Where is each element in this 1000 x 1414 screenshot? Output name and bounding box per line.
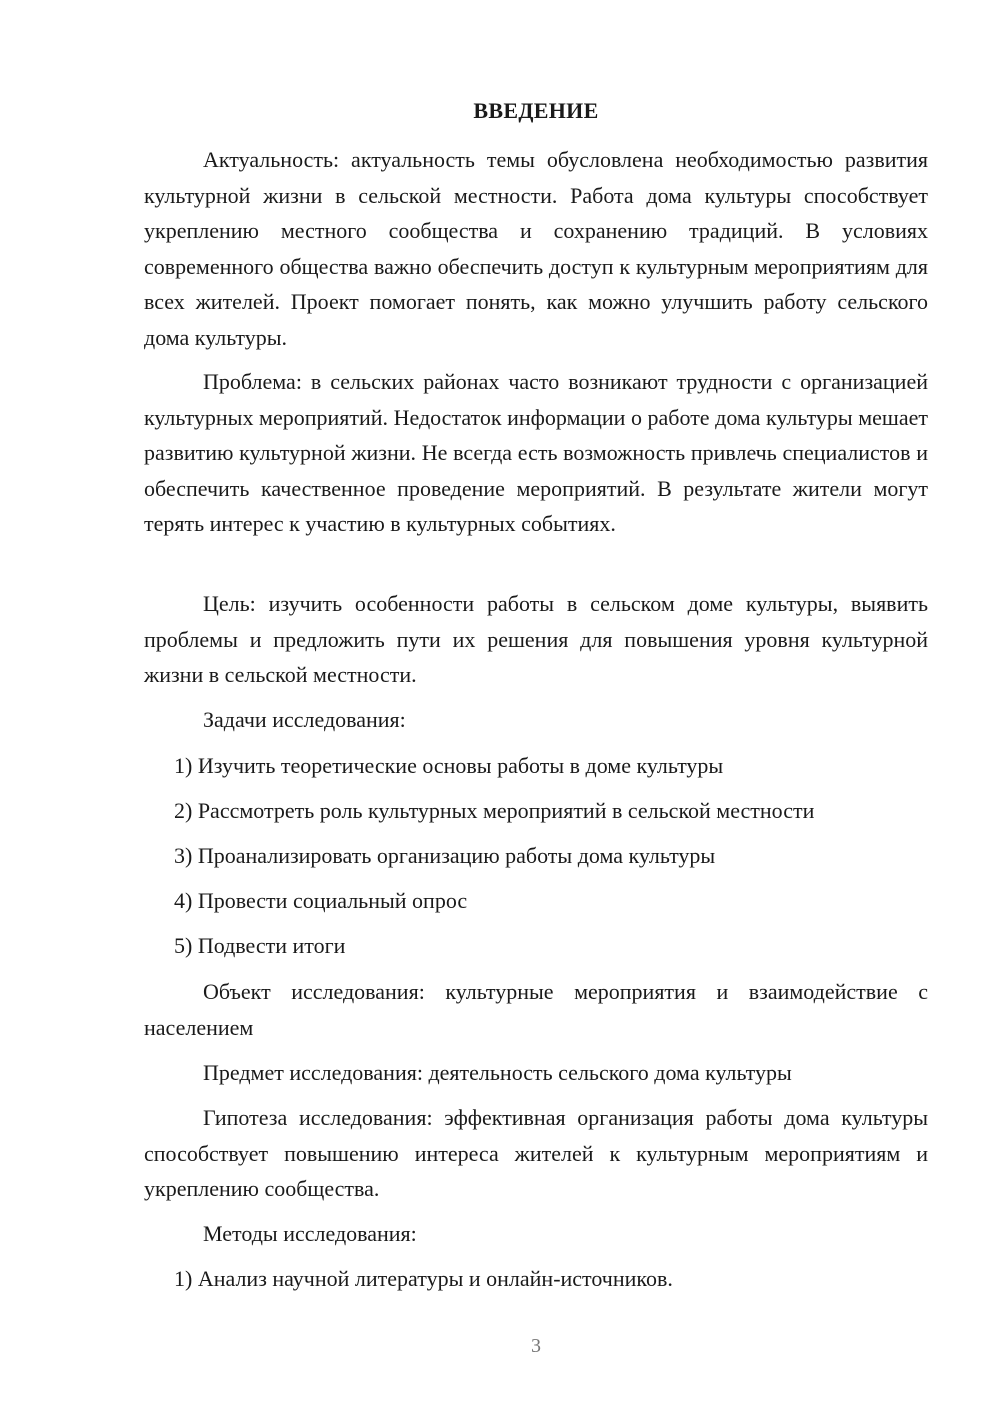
section-tasks — [144, 702, 928, 738]
section-subject — [144, 1055, 928, 1091]
relevance-paragraph: Актуальность: актуальность темы обусловлена необходимостью развития культурной жизни в сельской местности. Работа дома культуры способствует укреплению местного сообщества и сохранению традиций. В условиях современного общества важно обеспечить доступ к культурным мероприятиям для всех жителей. Проект помогает понять, как можно улучшить работу сельского дома культуры. — [144, 147, 928, 350]
methods-list — [144, 1261, 928, 1297]
task-item-2: 2) Рассмотреть роль культурных мероприятий в сельской местности — [174, 798, 815, 823]
methods-heading: Методы исследования: — [203, 1221, 417, 1246]
page-title: ВВЕДЕНИЕ — [473, 98, 599, 123]
section-goal — [144, 586, 928, 693]
task-item-5: 5) Подвести итоги — [174, 933, 346, 958]
object-paragraph: Объект исследования: культурные мероприятия и взаимодействие с населением — [144, 979, 928, 1040]
section-hypothesis — [144, 1100, 928, 1207]
section-object — [144, 974, 928, 1045]
section-problem — [144, 364, 928, 542]
tasks-heading: Задачи исследования: — [203, 707, 406, 732]
task-item-1: 1) Изучить теоретические основы работы в доме культуры — [174, 753, 724, 778]
subject-paragraph: Предмет исследования: деятельность сельского дома культуры — [203, 1060, 792, 1085]
task-item-4: 4) Провести социальный опрос — [174, 888, 468, 913]
page-number: 3 — [531, 1335, 541, 1357]
tasks-list — [144, 748, 928, 964]
goal-paragraph: Цель: изучить особенности работы в сельском доме культуры, выявить проблемы и предложить пути их решения для повышения уровня культурной жизни в сельской местности. — [144, 591, 928, 687]
section-methods — [144, 1216, 928, 1252]
section-relevance — [144, 142, 928, 355]
problem-paragraph: Проблема: в сельских районах часто возникают трудности с организацией культурных мероприятий. Недостаток информации о работе дома культуры мешает развитию культурной жизни. Не всегда есть возможность привлечь специалистов и обеспечить качественное проведение мероприятий. В результате жители могут терять интерес к участию в культурных событиях. — [144, 369, 928, 536]
task-item-3: 3) Проанализировать организацию работы дома культуры — [174, 843, 716, 868]
method-item-1: 1) Анализ научной литературы и онлайн-источников. — [174, 1266, 673, 1291]
hypothesis-paragraph: Гипотеза исследования: эффективная организация работы дома культуры способствует повышению интереса жителей к культурным мероприятиям и укреплению сообщества. — [144, 1105, 928, 1201]
